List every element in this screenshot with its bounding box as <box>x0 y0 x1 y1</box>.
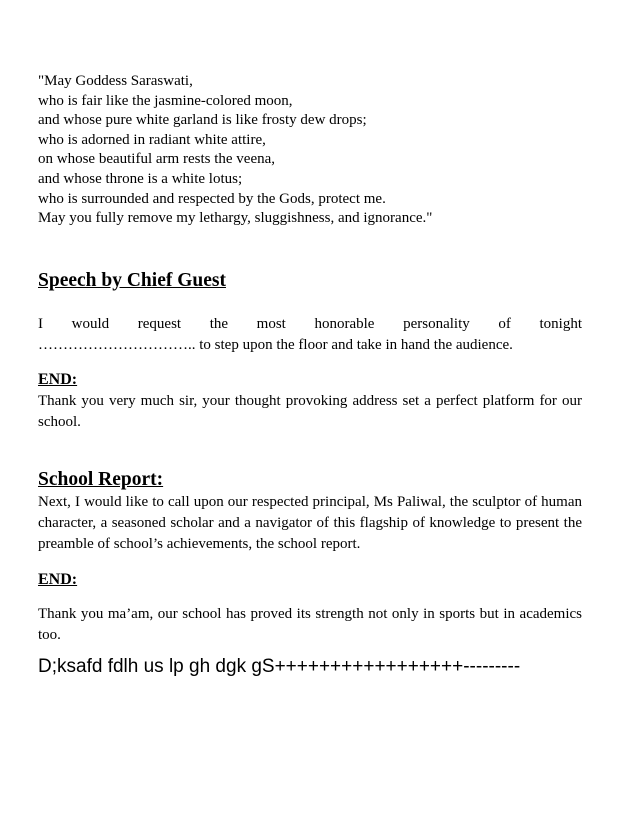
verse-line: who is fair like the jasmine-colored moon, <box>38 92 293 109</box>
school-report-end-heading: END: <box>38 570 78 588</box>
school-report-end-text: Thank you ma’am, our school has proved its strength not only in sports but in academics too. <box>38 605 582 643</box>
verse-line: who is surrounded and respected by the Gods, protect me. <box>38 190 386 207</box>
verse-line: who is adorned in radiant white attire, <box>38 131 266 148</box>
chief-guest-end-text: Thank you very much sir, your thought provoking address set a perfect platform for our school. <box>38 392 582 430</box>
chief-guest-line-2: ………………………….. to step upon the floor and take in hand the audience. <box>38 336 513 353</box>
verse-line: May you fully remove my lethargy, sluggishness, and ignorance." <box>38 210 433 227</box>
chief-guest-paragraph <box>38 314 582 356</box>
verse-line: on whose beautiful arm rests the veena, <box>38 151 276 168</box>
chief-guest-line-1: I would request the most honorable personality of tonight <box>38 315 582 332</box>
verse-line: and whose throne is a white lotus; <box>38 170 243 187</box>
school-report-heading: School Report: <box>38 468 164 490</box>
document-page <box>38 72 582 679</box>
verse-line: "May Goddess Saraswati, <box>38 73 193 89</box>
footer-line: D;ksafd fdlh us lp gh dgk gS+++++++++++++++++--------- <box>38 655 521 677</box>
invocation-verse <box>38 72 582 229</box>
school-report-text: Next, I would like to call upon our respected principal, Ms Paliwal, the sculptor of human character, a seasoned scholar and a navigator of this flagship of knowledge to present the preamble of school’s achievements, the school report. <box>38 493 582 552</box>
chief-guest-heading: Speech by Chief Guest <box>38 269 226 291</box>
chief-guest-end-heading: END: <box>38 370 78 388</box>
verse-line: and whose pure white garland is like frosty dew drops; <box>38 112 367 129</box>
